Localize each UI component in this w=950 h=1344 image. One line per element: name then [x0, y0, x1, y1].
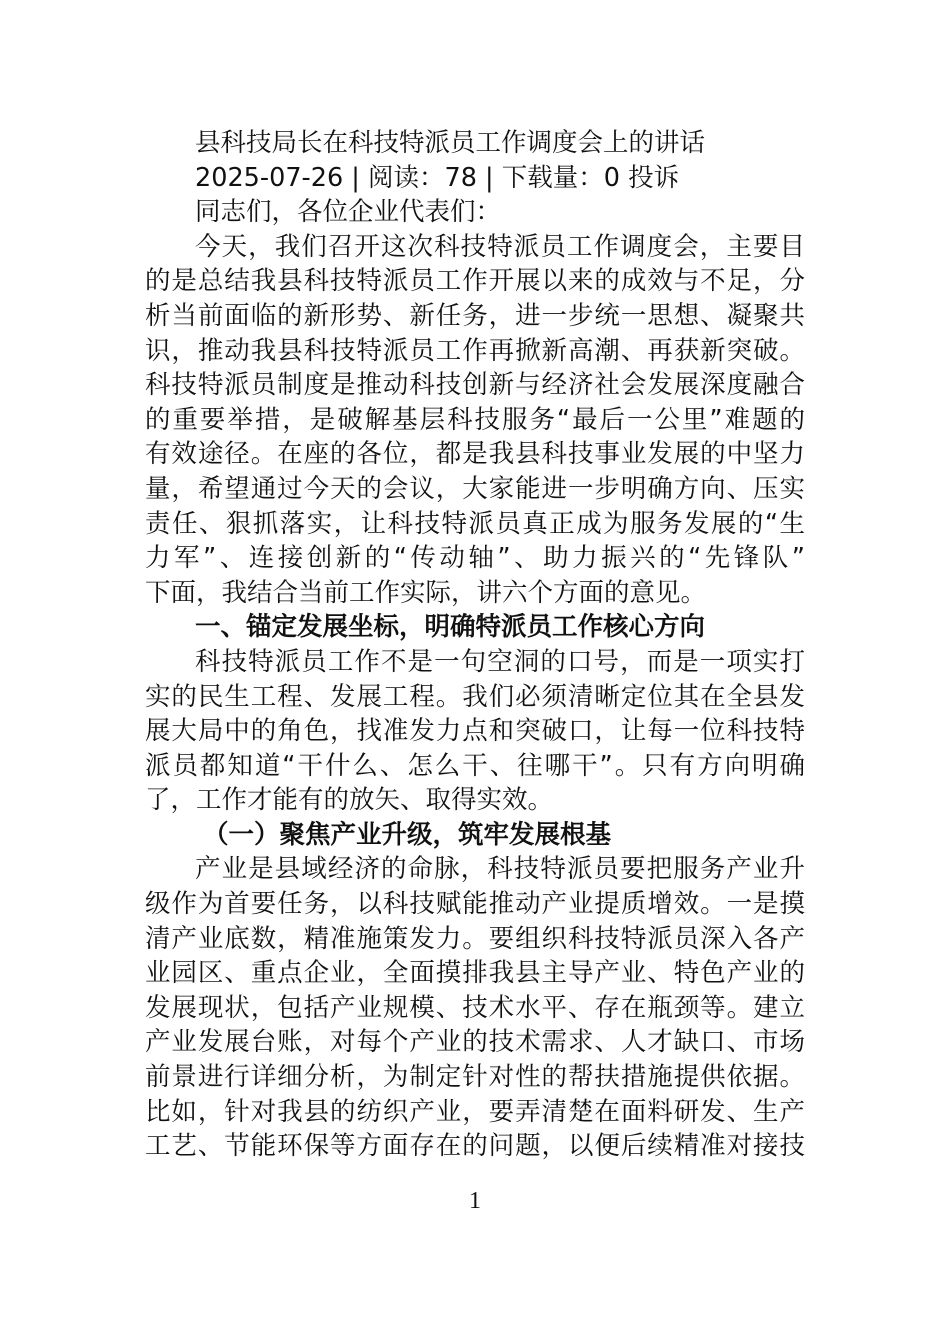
- paragraph-line: 展大局中的角色，找准发力点和突破口，让每一位科技特: [145, 716, 805, 747]
- paragraph-line: 工艺、节能环保等方面存在的问题，以便后续精准对接技: [145, 1131, 805, 1162]
- paragraph-line: 有效途径。在座的各位，都是我县科技事业发展的中坚力: [145, 439, 805, 470]
- document-title: 县科技局长在科技特派员工作调度会上的讲话: [195, 128, 706, 158]
- paragraph-line: 清产业底数，精准施策发力。要组织科技特派员深入各产: [145, 923, 805, 954]
- paragraph-line: 派员都知道“干什么、怎么干、往哪干”。只有方向明确: [145, 750, 805, 781]
- section-heading: （一）聚焦产业升级，筑牢发展根基: [203, 819, 612, 850]
- paragraph-line: 今天，我们召开这次科技特派员工作调度会，主要目: [195, 231, 805, 262]
- paragraph-line: 科技特派员制度是推动科技创新与经济社会发展深度融合: [145, 370, 805, 401]
- document-body: [145, 126, 805, 1164]
- paragraph-line: 业园区、重点企业，全面摸排我县主导产业、特色产业的: [145, 958, 805, 989]
- paragraph-line: 比如，针对我县的纺织产业，要弄清楚在面料研发、生产: [145, 1096, 805, 1127]
- greeting: 同志们，各位企业代表们：: [195, 197, 502, 228]
- paragraph-line: 析当前面临的新形势、新任务，进一步统一思想、凝聚共: [145, 300, 805, 331]
- paragraph-line: 产业发展台账，对每个产业的技术需求、人才缺口、市场: [145, 1027, 805, 1058]
- paragraph-line: 前景进行详细分析，为制定针对性的帮扶措施提供依据。: [145, 1062, 805, 1093]
- paragraph-line: 的重要举措，是破解基层科技服务“最后一公里”难题的: [145, 404, 805, 435]
- paragraph-line: 科技特派员工作不是一句空洞的口号，而是一项实打: [195, 646, 805, 677]
- section-heading: 一、锚定发展坐标，明确特派员工作核心方向: [195, 612, 706, 643]
- paragraph-line: 力军”、连接创新的“传动轴”、助力振兴的“先锋队”: [145, 543, 805, 574]
- paragraph-line: 产业是县域经济的命脉，科技特派员要把服务产业升: [195, 854, 805, 885]
- page-number: 1: [469, 1188, 481, 1214]
- paragraph-line: 实的民生工程、发展工程。我们必须清晰定位其在全县发: [145, 681, 805, 712]
- paragraph-line: 责任、狠抓落实，让科技特派员真正成为服务发展的“生: [145, 508, 805, 539]
- paragraph-line: 的是总结我县科技特派员工作开展以来的成效与不足，分: [145, 266, 805, 297]
- paragraph-line: 下面，我结合当前工作实际，讲六个方面的意见。: [145, 577, 707, 608]
- document-meta: 2025-07-26 | 阅读：78 | 下载量：0 投诉: [195, 162, 680, 193]
- paragraph-line: 识，推动我县科技特派员工作再掀新高潮、再获新突破。: [145, 335, 805, 366]
- paragraph-line: 量，希望通过今天的会议，大家能进一步明确方向、压实: [145, 473, 805, 504]
- paragraph-line: 了，工作才能有的放矢、取得实效。: [145, 785, 554, 816]
- paragraph-line: 发展现状，包括产业规模、技术水平、存在瓶颈等。建立: [145, 992, 805, 1023]
- paragraph-line: 级作为首要任务，以科技赋能推动产业提质增效。一是摸: [145, 889, 805, 920]
